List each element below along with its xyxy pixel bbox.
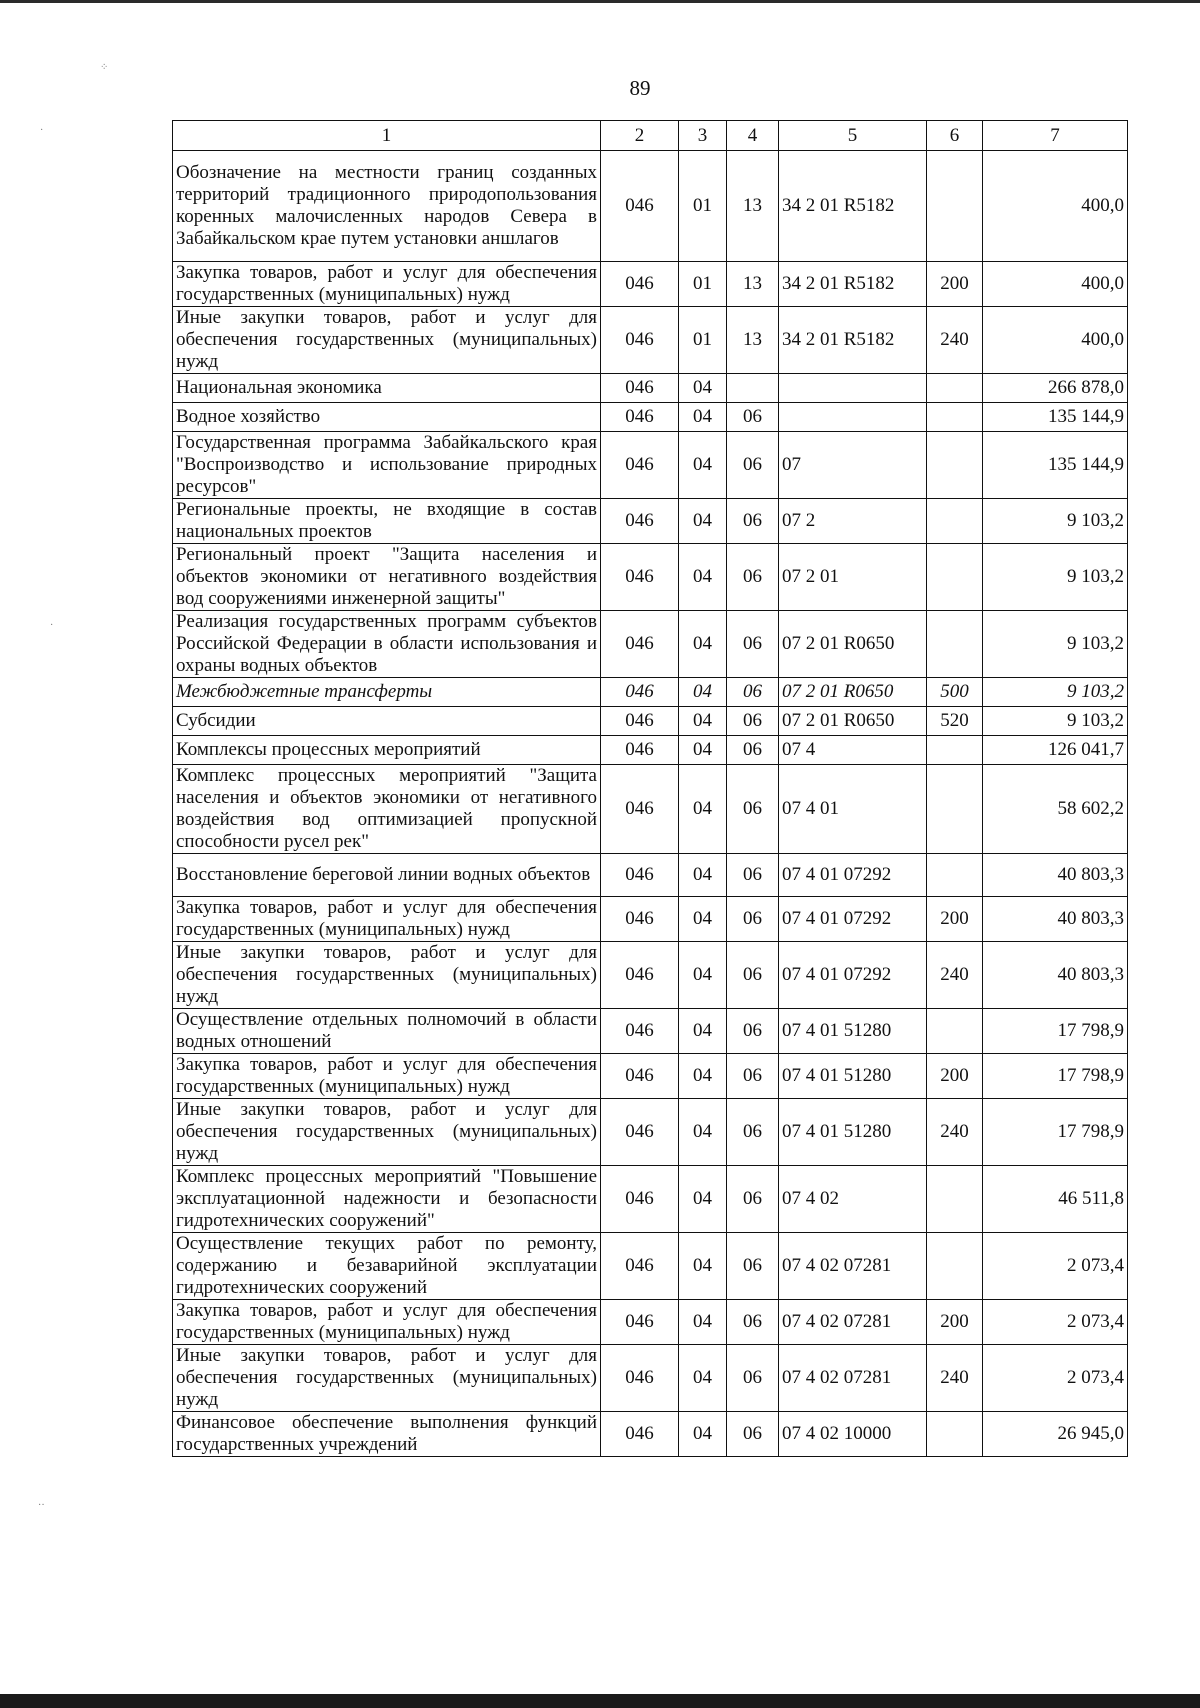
row-code-target: 07 4 02 10000 — [779, 1412, 927, 1457]
row-code-admin: 046 — [601, 1300, 679, 1345]
row-code-target: 07 2 01 R0650 — [779, 707, 927, 736]
row-code-subsection: 06 — [727, 544, 779, 611]
row-code-subsection: 13 — [727, 307, 779, 374]
row-code-expense-type: 240 — [927, 1345, 983, 1412]
header-cell: 6 — [927, 121, 983, 151]
row-code-admin: 046 — [601, 611, 679, 678]
row-code-subsection: 06 — [727, 1099, 779, 1166]
row-code-section: 04 — [679, 403, 727, 432]
row-code-section: 04 — [679, 1166, 727, 1233]
row-code-expense-type — [927, 611, 983, 678]
table-row — [173, 897, 1128, 942]
row-code-section: 04 — [679, 942, 727, 1009]
row-code-target: 07 4 01 07292 — [779, 854, 927, 897]
row-code-target — [779, 403, 927, 432]
budget-table — [172, 120, 1128, 1457]
row-code-target: 07 4 01 51280 — [779, 1054, 927, 1099]
header-cell: 1 — [173, 121, 601, 151]
row-code-admin: 046 — [601, 678, 679, 707]
page-number: 89 — [629, 76, 651, 100]
table-row — [173, 765, 1128, 854]
table-row — [173, 1166, 1128, 1233]
row-code-target: 34 2 01 R5182 — [779, 262, 927, 307]
table-row — [173, 374, 1128, 403]
row-code-target: 34 2 01 R5182 — [779, 151, 927, 262]
row-amount: 40 803,3 — [983, 854, 1128, 897]
row-code-admin: 046 — [601, 1412, 679, 1457]
row-amount: 400,0 — [983, 262, 1128, 307]
row-code-subsection: 06 — [727, 403, 779, 432]
row-code-expense-type — [927, 765, 983, 854]
row-code-admin: 046 — [601, 707, 679, 736]
header-cell: 4 — [727, 121, 779, 151]
table-row — [173, 499, 1128, 544]
row-code-target: 07 4 01 07292 — [779, 897, 927, 942]
row-amount: 2 073,4 — [983, 1233, 1128, 1300]
row-code-expense-type — [927, 544, 983, 611]
row-code-subsection: 06 — [727, 1233, 779, 1300]
row-code-section: 04 — [679, 1412, 727, 1457]
row-code-section: 04 — [679, 499, 727, 544]
row-code-expense-type — [927, 1233, 983, 1300]
row-code-target: 07 2 01 R0650 — [779, 678, 927, 707]
row-code-target: 07 2 01 — [779, 544, 927, 611]
row-code-admin: 046 — [601, 897, 679, 942]
row-code-target: 07 — [779, 432, 927, 499]
row-code-admin: 046 — [601, 544, 679, 611]
row-code-admin: 046 — [601, 854, 679, 897]
row-code-admin: 046 — [601, 262, 679, 307]
row-description: Закупка товаров, работ и услуг для обеспечения государственных (муниципальных) нужд — [173, 262, 601, 307]
table-row — [173, 1412, 1128, 1457]
table-body — [173, 151, 1128, 1457]
row-code-admin: 046 — [601, 765, 679, 854]
row-code-admin: 046 — [601, 151, 679, 262]
row-code-expense-type: 200 — [927, 897, 983, 942]
row-code-expense-type: 200 — [927, 1054, 983, 1099]
row-description: Закупка товаров, работ и услуг для обеспечения государственных (муниципальных) нужд — [173, 897, 601, 942]
row-code-subsection: 06 — [727, 1166, 779, 1233]
row-code-target: 07 2 — [779, 499, 927, 544]
table-row — [173, 151, 1128, 262]
row-code-admin: 046 — [601, 1009, 679, 1054]
row-code-target: 07 4 01 07292 — [779, 942, 927, 1009]
row-code-subsection: 06 — [727, 499, 779, 544]
row-description: Иные закупки товаров, работ и услуг для обеспечения государственных (муниципальных) нужд — [173, 1099, 601, 1166]
table-row — [173, 1300, 1128, 1345]
row-code-section: 04 — [679, 1054, 727, 1099]
row-description: Иные закупки товаров, работ и услуг для обеспечения государственных (муниципальных) нужд — [173, 942, 601, 1009]
row-description: Водное хозяйство — [173, 403, 601, 432]
row-amount: 40 803,3 — [983, 897, 1128, 942]
row-code-subsection: 06 — [727, 1412, 779, 1457]
row-amount: 2 073,4 — [983, 1300, 1128, 1345]
row-code-section: 01 — [679, 307, 727, 374]
row-code-section: 01 — [679, 262, 727, 307]
table-row — [173, 1233, 1128, 1300]
row-code-subsection: 06 — [727, 942, 779, 1009]
row-amount: 9 103,2 — [983, 611, 1128, 678]
row-code-admin: 046 — [601, 1166, 679, 1233]
row-code-section: 04 — [679, 1009, 727, 1054]
row-code-section: 04 — [679, 1099, 727, 1166]
table-row — [173, 1099, 1128, 1166]
row-code-expense-type — [927, 1412, 983, 1457]
row-description: Комплексы процессных мероприятий — [173, 736, 601, 765]
row-code-section: 04 — [679, 544, 727, 611]
row-code-section: 04 — [679, 1300, 727, 1345]
row-code-expense-type — [927, 403, 983, 432]
row-code-subsection: 06 — [727, 432, 779, 499]
row-description: Региональный проект "Защита населения и объектов экономики от негативного воздействия вод сооружениями инженерной защиты" — [173, 544, 601, 611]
row-amount: 17 798,9 — [983, 1009, 1128, 1054]
row-code-expense-type — [927, 736, 983, 765]
row-code-section: 04 — [679, 1233, 727, 1300]
table-row — [173, 544, 1128, 611]
row-code-expense-type — [927, 499, 983, 544]
row-code-expense-type: 520 — [927, 707, 983, 736]
row-code-subsection: 06 — [727, 611, 779, 678]
table-row — [173, 678, 1128, 707]
row-code-expense-type: 200 — [927, 1300, 983, 1345]
row-code-admin: 046 — [601, 1233, 679, 1300]
row-code-admin: 046 — [601, 403, 679, 432]
row-code-subsection: 06 — [727, 854, 779, 897]
row-code-subsection: 13 — [727, 151, 779, 262]
row-code-target: 34 2 01 R5182 — [779, 307, 927, 374]
row-code-expense-type: 200 — [927, 262, 983, 307]
table-row — [173, 1345, 1128, 1412]
row-description: Региональные проекты, не входящие в состав национальных проектов — [173, 499, 601, 544]
scan-speck: · — [40, 125, 44, 136]
row-code-subsection: 06 — [727, 736, 779, 765]
row-description: Закупка товаров, работ и услуг для обеспечения государственных (муниципальных) нужд — [173, 1300, 601, 1345]
row-code-target: 07 4 02 07281 — [779, 1233, 927, 1300]
row-amount: 9 103,2 — [983, 678, 1128, 707]
row-amount: 135 144,9 — [983, 403, 1128, 432]
row-code-admin: 046 — [601, 499, 679, 544]
row-amount: 40 803,3 — [983, 942, 1128, 1009]
row-code-section: 04 — [679, 854, 727, 897]
row-code-target: 07 4 02 07281 — [779, 1300, 927, 1345]
table-row — [173, 707, 1128, 736]
row-code-admin: 046 — [601, 374, 679, 403]
row-amount: 135 144,9 — [983, 432, 1128, 499]
row-code-expense-type — [927, 151, 983, 262]
table-row — [173, 854, 1128, 897]
row-code-subsection: 06 — [727, 897, 779, 942]
table-row — [173, 611, 1128, 678]
row-description: Осуществление текущих работ по ремонту, содержанию и безаварийной эксплуатации гидротехнических сооружений — [173, 1233, 601, 1300]
row-code-expense-type: 240 — [927, 942, 983, 1009]
row-description: Государственная программа Забайкальского края "Воспроизводство и использование природных ресурсов" — [173, 432, 601, 499]
scan-speck: ·· — [38, 1500, 45, 1511]
table-row — [173, 942, 1128, 1009]
table-row — [173, 262, 1128, 307]
row-description: Закупка товаров, работ и услуг для обеспечения государственных (муниципальных) нужд — [173, 1054, 601, 1099]
row-code-admin: 046 — [601, 1345, 679, 1412]
row-code-target: 07 4 02 07281 — [779, 1345, 927, 1412]
header-cell: 7 — [983, 121, 1128, 151]
table-row — [173, 403, 1128, 432]
row-description: Иные закупки товаров, работ и услуг для обеспечения государственных (муниципальных) нужд — [173, 307, 601, 374]
row-code-target: 07 2 01 R0650 — [779, 611, 927, 678]
row-code-expense-type — [927, 854, 983, 897]
row-code-target: 07 4 01 51280 — [779, 1009, 927, 1054]
row-code-admin: 046 — [601, 942, 679, 1009]
row-code-expense-type: 500 — [927, 678, 983, 707]
row-code-subsection: 06 — [727, 707, 779, 736]
row-code-admin: 046 — [601, 1054, 679, 1099]
row-code-admin: 046 — [601, 736, 679, 765]
scan-edge-top — [0, 0, 1200, 3]
row-code-subsection: 06 — [727, 1054, 779, 1099]
row-description: Иные закупки товаров, работ и услуг для обеспечения государственных (муниципальных) нужд — [173, 1345, 601, 1412]
row-amount: 46 511,8 — [983, 1166, 1128, 1233]
header-cell: 3 — [679, 121, 727, 151]
row-code-admin: 046 — [601, 432, 679, 499]
row-code-section: 04 — [679, 736, 727, 765]
row-amount: 17 798,9 — [983, 1099, 1128, 1166]
row-amount: 400,0 — [983, 151, 1128, 262]
row-amount: 266 878,0 — [983, 374, 1128, 403]
scan-speck: ⁘ — [100, 62, 109, 73]
row-amount: 126 041,7 — [983, 736, 1128, 765]
row-amount: 9 103,2 — [983, 544, 1128, 611]
row-amount: 2 073,4 — [983, 1345, 1128, 1412]
row-code-subsection: 06 — [727, 678, 779, 707]
row-description: Реализация государственных программ субъектов Российской Федерации в области использования и охраны водных объектов — [173, 611, 601, 678]
row-code-expense-type: 240 — [927, 1099, 983, 1166]
row-description: Восстановление береговой линии водных объектов — [173, 854, 601, 897]
row-code-admin: 046 — [601, 307, 679, 374]
row-code-section: 04 — [679, 707, 727, 736]
row-code-section: 01 — [679, 151, 727, 262]
row-code-expense-type — [927, 374, 983, 403]
row-code-target: 07 4 01 51280 — [779, 1099, 927, 1166]
scan-edge-bottom — [0, 1694, 1200, 1708]
row-code-subsection: 06 — [727, 1009, 779, 1054]
table-row — [173, 307, 1128, 374]
row-code-section: 04 — [679, 432, 727, 499]
row-code-section: 04 — [679, 374, 727, 403]
row-code-target — [779, 374, 927, 403]
table-row — [173, 432, 1128, 499]
table-row — [173, 1009, 1128, 1054]
row-description: Осуществление отдельных полномочий в области водных отношений — [173, 1009, 601, 1054]
row-description: Субсидии — [173, 707, 601, 736]
row-code-target: 07 4 01 — [779, 765, 927, 854]
row-code-section: 04 — [679, 611, 727, 678]
row-amount: 17 798,9 — [983, 1054, 1128, 1099]
header-cell: 2 — [601, 121, 679, 151]
row-code-section: 04 — [679, 765, 727, 854]
row-amount: 400,0 — [983, 307, 1128, 374]
row-description: Комплекс процессных мероприятий "Повышение эксплуатационной надежности и безопасности гидротехнических сооружений" — [173, 1166, 601, 1233]
row-code-section: 04 — [679, 897, 727, 942]
row-code-subsection: 13 — [727, 262, 779, 307]
row-amount: 9 103,2 — [983, 707, 1128, 736]
row-description: Межбюджетные трансферты — [173, 678, 601, 707]
row-description: Национальная экономика — [173, 374, 601, 403]
row-code-admin: 046 — [601, 1099, 679, 1166]
row-code-expense-type: 240 — [927, 307, 983, 374]
table-row — [173, 1054, 1128, 1099]
row-code-target: 07 4 — [779, 736, 927, 765]
row-code-subsection: 06 — [727, 1345, 779, 1412]
scan-speck: · — [50, 620, 54, 631]
row-code-target: 07 4 02 — [779, 1166, 927, 1233]
row-amount: 9 103,2 — [983, 499, 1128, 544]
row-amount: 26 945,0 — [983, 1412, 1128, 1457]
row-code-expense-type — [927, 1009, 983, 1054]
row-description: Комплекс процессных мероприятий "Защита населения и объектов экономики от негативного воздействия вод оптимизацией пропускной способности русел рек" — [173, 765, 601, 854]
row-code-section: 04 — [679, 1345, 727, 1412]
row-code-subsection — [727, 374, 779, 403]
row-description: Обозначение на местности границ созданных территорий традиционного природопользования коренных малочисленных народов Севера в Забайкальском крае путем установки аншлагов — [173, 151, 601, 262]
row-description: Финансовое обеспечение выполнения функций государственных учреждений — [173, 1412, 601, 1457]
row-amount: 58 602,2 — [983, 765, 1128, 854]
row-code-subsection: 06 — [727, 765, 779, 854]
row-code-expense-type — [927, 432, 983, 499]
table-header-row — [173, 121, 1128, 151]
header-cell: 5 — [779, 121, 927, 151]
row-code-subsection: 06 — [727, 1300, 779, 1345]
row-code-section: 04 — [679, 678, 727, 707]
row-code-expense-type — [927, 1166, 983, 1233]
table-row — [173, 736, 1128, 765]
